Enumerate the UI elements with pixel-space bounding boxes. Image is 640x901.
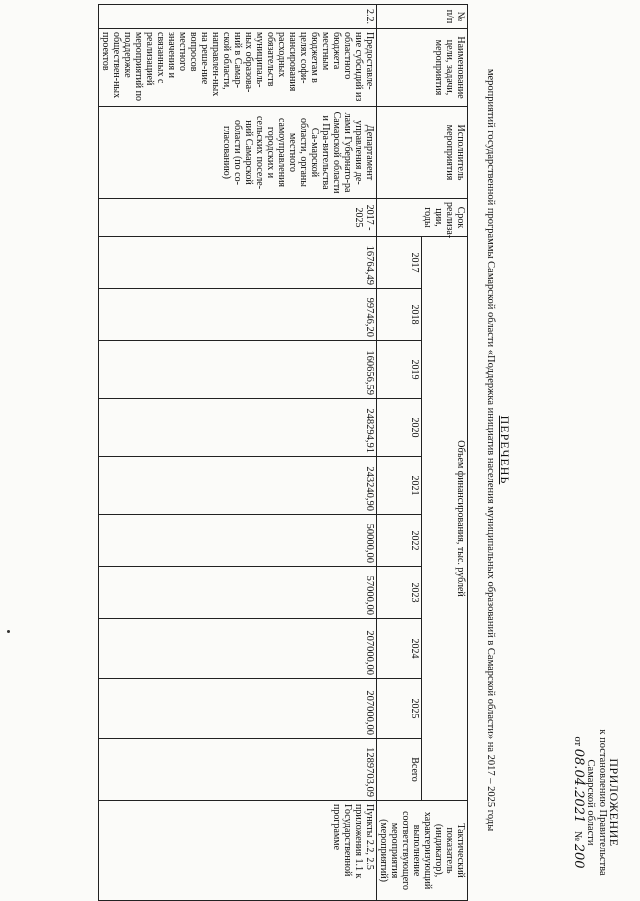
header-executor: Исполнитель мероприятия (377, 107, 468, 199)
year-2023: 2023 (377, 567, 423, 619)
value-2022: 50000,00 (99, 515, 377, 567)
appendix-line-2: Самарской области (585, 759, 596, 846)
value-2021: 243240,90 (99, 457, 377, 515)
handwritten-number: 200 (571, 843, 586, 869)
number-prefix: № (572, 831, 583, 842)
year-2024: 2024 (377, 619, 423, 679)
handwritten-date: 08.04.2021 (571, 748, 586, 824)
value-total: 1289703,09 (99, 739, 377, 801)
appendix-header (571, 715, 620, 890)
year-2019: 2019 (377, 341, 423, 399)
value-2023: 57000,00 (99, 567, 377, 619)
year-2020: 2020 (377, 399, 423, 457)
date-prefix: от (572, 736, 583, 747)
table-header-row (422, 5, 468, 901)
value-2024: 207000,00 (99, 619, 377, 679)
header-num: № п/п (377, 5, 468, 29)
header-term: Срок реализа-ции, годы (377, 199, 468, 237)
value-2025: 207000,00 (99, 679, 377, 739)
row-name: Предоставле-ние субсидий из областного бюджета местным бюджетам в целях софи-нансирования расходных обязательств муниципаль-ных образова-ний в Самар-ской области, направлен-ных на реше-ние вопросов местного значения и связанных с реализацией мероприятий по поддержке обществен-ных проектов (99, 29, 377, 107)
value-2018: 99746,20 (99, 289, 377, 341)
value-2017: 16764,49 (99, 237, 377, 289)
year-2021: 2021 (377, 457, 423, 515)
year-2018: 2018 (377, 289, 423, 341)
appendix-title: ПРИЛОЖЕНИЕ (607, 758, 621, 847)
table-row (99, 5, 377, 901)
year-total: Всего (377, 739, 423, 801)
measures-table (98, 4, 468, 901)
year-2025: 2025 (377, 679, 423, 739)
document-title: ПЕРЕЧЕНЬ (498, 415, 512, 485)
year-2017: 2017 (377, 237, 423, 289)
appendix-line-1: к постановлению Правительства (597, 729, 608, 876)
year-2022: 2022 (377, 515, 423, 567)
appendix-date-line (571, 715, 584, 890)
row-executor: Департамент управления де-лами Губернато-ра Самарской области и Пра-вительства Са-марской области, органы местного самоуправления городских и сельских поселе-ний Самарской области (по со-гласованию) (99, 107, 377, 199)
document-subtitle: мероприятий государственной программы Самарской области «Поддержка инициатив населения муниципальных образований в Самарской области» на 2017 – 2025 годы (485, 68, 496, 832)
scan-speck (7, 630, 10, 633)
value-2020: 248294,91 (99, 399, 377, 457)
row-num: 2.2. (99, 5, 377, 29)
header-indicator: Тактический показатель (индикатор), характеризующий выполнение соответствующего мероприятия (мероприятий) (377, 801, 468, 901)
header-finance: Объем финансирования, тыс. рублей (422, 237, 468, 801)
header-name: Наименование цели, задачи, мероприятия (377, 29, 468, 107)
row-indicator: Пункты 2.2, 2.5 приложения 1.1 к Государственной программе (99, 801, 377, 901)
value-2019: 160656,59 (99, 341, 377, 399)
row-term: 2017 - 2025 (99, 199, 377, 237)
